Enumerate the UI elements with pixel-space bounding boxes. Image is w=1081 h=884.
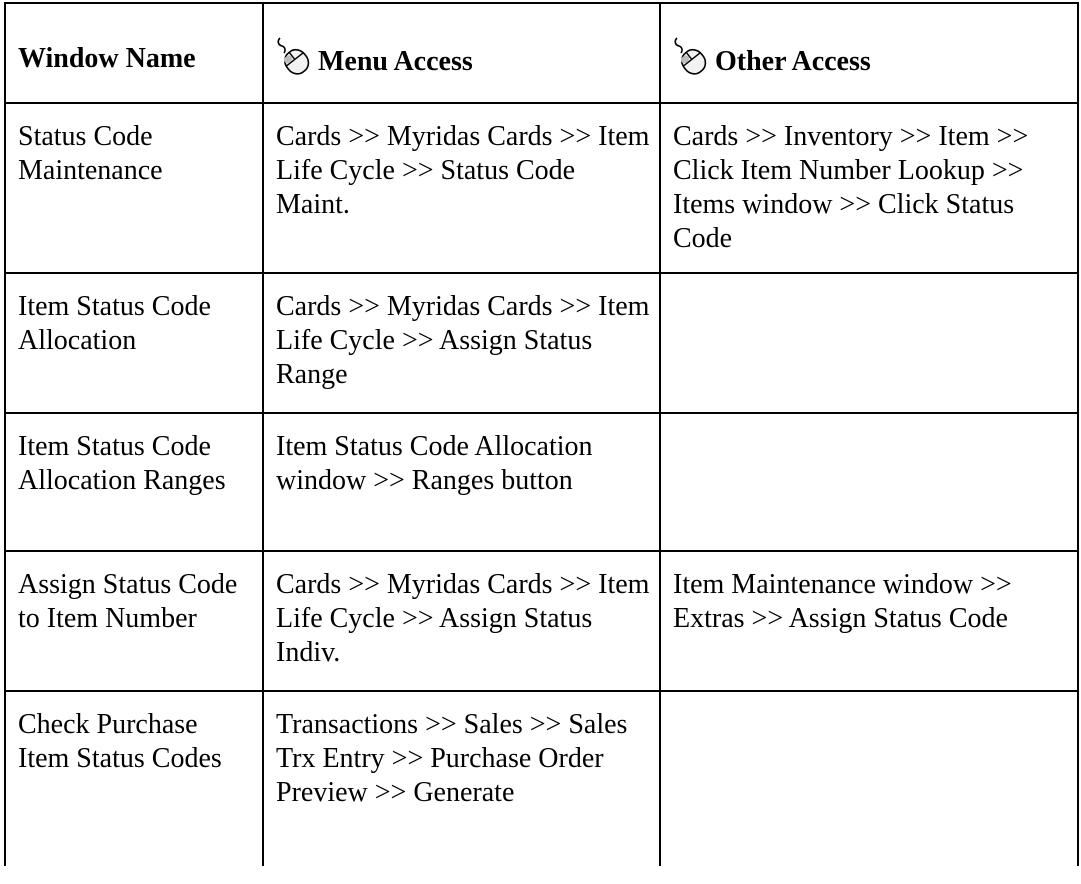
cell-window-name: Assign Status Code to Item Number: [5, 551, 263, 691]
table-header: [5, 3, 1078, 103]
header-other-access-wrap: [673, 39, 1069, 79]
header-other-access: [660, 3, 1078, 103]
table-row: [5, 551, 1078, 691]
cell-window-name: Status Code Maintenance: [5, 103, 263, 273]
table-row: [5, 691, 1078, 866]
cell-menu-access: Item Status Code Allocation window >> Ranges button: [263, 413, 660, 551]
cell-other-access: [660, 273, 1078, 413]
cell-other-access: [660, 691, 1078, 866]
cell-window-name: Item Status Code Allocation: [5, 273, 263, 413]
header-menu-access-wrap: [276, 39, 651, 79]
header-window-name: [5, 3, 263, 103]
mouse-icon: [276, 35, 314, 75]
table-row: [5, 273, 1078, 413]
cell-menu-access: Cards >> Myridas Cards >> Item Life Cycle >> Status Code Maint.: [263, 103, 660, 273]
cell-other-access: [660, 413, 1078, 551]
cell-window-name: Item Status Code Allocation Ranges: [5, 413, 263, 551]
header-menu-access: [263, 3, 660, 103]
mouse-icon: [673, 35, 711, 75]
window-access-table: [4, 2, 1079, 866]
header-other-access-label: Other Access: [715, 46, 871, 77]
table-row: [5, 103, 1078, 273]
cell-menu-access: Cards >> Myridas Cards >> Item Life Cycle >> Assign Status Range: [263, 273, 660, 413]
header-row: [5, 3, 1078, 103]
header-window-name-label: Window Name: [18, 43, 196, 74]
cell-other-access: Item Maintenance window >> Extras >> Assign Status Code: [660, 551, 1078, 691]
cell-menu-access: Cards >> Myridas Cards >> Item Life Cycle >> Assign Status Indiv.: [263, 551, 660, 691]
cell-other-access: Cards >> Inventory >> Item >> Click Item Number Lookup >> Items window >> Click Status Code: [660, 103, 1078, 273]
cell-window-name: Check Purchase Item Status Codes: [5, 691, 263, 866]
cell-menu-access: Transactions >> Sales >> Sales Trx Entry >> Purchase Order Preview >> Generate: [263, 691, 660, 866]
header-window-name-wrap: [18, 42, 254, 76]
header-menu-access-label: Menu Access: [318, 46, 473, 77]
table-body: [5, 103, 1078, 866]
table-row: [5, 413, 1078, 551]
